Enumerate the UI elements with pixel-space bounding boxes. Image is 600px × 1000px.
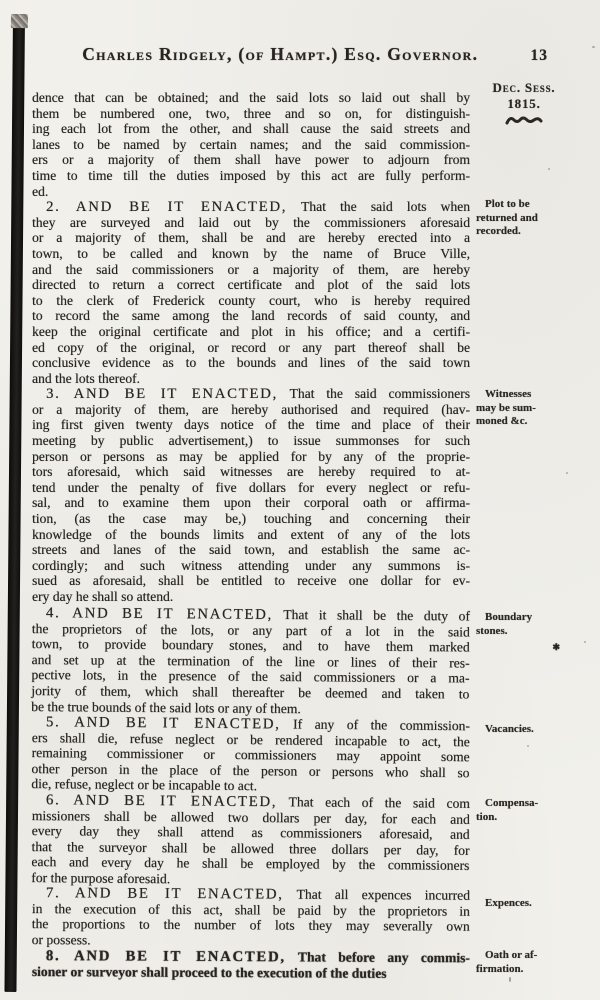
squiggle-ornament-icon	[505, 114, 543, 127]
margin-note-session	[476, 80, 572, 127]
body-line: or a majority of them, are hereby authorised and required (hav-	[32, 401, 470, 417]
body-line: streets and lanes of the said town, and establish the same ac-	[32, 542, 470, 558]
body-line: 6. AND BE IT ENACTED, That each of the said com	[45, 791, 470, 811]
scan-border-bar	[4, 14, 25, 992]
body-paragraph	[32, 90, 470, 199]
body-paragraph	[32, 885, 470, 950]
body-line: die, refuse, neglect or be incapable to act.	[31, 776, 258, 794]
margin-note-line: returned and	[476, 211, 538, 224]
body-line: sioner or surveyor shall proceed to the execution of the duties	[31, 963, 387, 981]
body-line: the proprietors of the lots, or any part of a lot in the said	[31, 620, 470, 639]
body-line: to the clerk of Frederick county court, who is hereby required	[32, 292, 470, 308]
body-paragraph	[32, 199, 470, 386]
body-line: that the surveyor shall be allowed three dollars per day, for	[31, 838, 470, 858]
body-line: missioners shall be allowed two dollars per day, for each and	[31, 807, 470, 827]
body-line: cordingly; and such witness attending under any summons is-	[32, 557, 470, 573]
page-number: 13	[530, 47, 548, 64]
margin-note-line: recorded.	[476, 225, 521, 237]
margin-note-line: 1815.	[507, 96, 541, 111]
body-line: and the lots thereof.	[32, 370, 140, 386]
body-line: sued as aforesaid, shall be entitled to receive one dollar for ev-	[32, 573, 470, 589]
body-paragraph	[31, 792, 470, 889]
scan-border-cap	[11, 14, 28, 28]
body-line: 8. AND BE IT ENACTED, That before any commis-	[45, 947, 470, 965]
margin-note-line: Dec. Sess.	[492, 80, 556, 95]
body-line: time to time till the duties imposed by this act are fully perform-	[32, 167, 470, 183]
body-line: 5. AND BE IT ENACTED, If any of the commission-	[45, 713, 470, 733]
body-line: they are surveyed and laid out by the commissioners aforesaid	[32, 214, 470, 230]
body-text	[32, 90, 470, 979]
scan-speck	[592, 46, 595, 48]
body-line: meeting by public advertisement,) to issue summonses for such	[32, 433, 470, 449]
body-line: sal, and to examine them upon their corporal oath or affirma-	[32, 495, 470, 511]
body-line: ery day he shall so attend.	[32, 589, 174, 604]
body-line: tion, (as the case may be,) touching and concerning their	[32, 511, 470, 527]
body-line: ing each lot from the other, and shall cause the said streets and	[32, 121, 470, 137]
body-line: remaining commissioner or commissioners may appoint some	[31, 744, 470, 765]
body-line: knowledge of the bounds limits and extent of any of the lots	[32, 526, 470, 542]
scan-speck	[584, 641, 586, 643]
body-line: in the execution of this act, shall be paid by the proprietors in	[31, 900, 470, 919]
body-line: ers or a majority of them shall have power to adjourn from	[32, 152, 470, 168]
margin-note-vacancies	[476, 723, 572, 737]
page-header	[36, 44, 568, 65]
body-line: other person in the place of the person or persons who shall so	[31, 760, 470, 780]
enacting-clause: 2. AND BE IT ENACTED,	[46, 199, 288, 216]
body-line: 2. AND BE IT ENACTED, That the said lots when	[46, 199, 471, 216]
body-line: person or persons as may be applied for by any of the proprie-	[32, 448, 470, 464]
body-line: directed to return a correct certificate and plot of the said lots	[32, 277, 470, 293]
margin-note-oath	[476, 949, 572, 976]
body-line: keep the original certificate and plot in his office; and a certifi-	[32, 323, 470, 339]
asterisk-ornament-icon: ✱	[552, 642, 560, 652]
enacting-clause: 4. AND BE IT ENACTED,	[45, 604, 273, 623]
margin-note-line: firmation.	[476, 962, 524, 975]
margin-note-line: Witnesses	[485, 388, 532, 400]
margin-note-line: Vacancies.	[485, 723, 534, 735]
body-paragraph	[31, 714, 470, 796]
body-line: tend under the penalty of five dollars for every neglect or refu-	[32, 479, 470, 495]
margin-note-plot	[476, 198, 572, 239]
body-line: and set up at the termination of the line or lines of their res-	[31, 651, 470, 670]
body-line: 7. AND BE IT ENACTED, That all expences incurred	[45, 885, 471, 903]
margin-note-expences	[476, 897, 572, 911]
body-line: lanes to be named by certain names; and the said commission-	[32, 136, 470, 152]
body-line: the proportions to the number of lots they may severally own	[31, 916, 470, 935]
body-line: or a majority of them, shall be and are hereby erected into a	[32, 230, 470, 246]
running-title: Charles Ridgely, (of Hampt.) Esq. Governor.	[82, 44, 479, 64]
margin-note-line: moned &c.	[476, 415, 528, 427]
body-line: dence that can be obtained; and the said lots so laid out shall by	[32, 90, 470, 105]
body-line: 3. AND BE IT ENACTED, That the said commissioners	[46, 386, 470, 403]
margin-note-witnesses	[476, 388, 572, 429]
scan-speck	[509, 977, 511, 982]
body-line: them be numbered one, two, three and so on, for distinguish-	[32, 105, 470, 121]
body-line: ed.	[32, 183, 49, 199]
body-paragraph	[32, 386, 470, 604]
margin-note-line: may be sum-	[476, 401, 536, 414]
body-line: ers shall die, refuse neglect or be rendered incapable to act, the	[31, 729, 470, 749]
enacting-clause: 8. AND BE IT ENACTED,	[45, 947, 286, 965]
enacting-clause: 5. AND BE IT ENACTED,	[45, 713, 281, 733]
body-line: and the said commissioners or a majority of them, are hereby	[32, 261, 470, 277]
margin-note-line: Boundary	[485, 611, 533, 623]
enacting-clause: 7. AND BE IT ENACTED,	[45, 885, 284, 903]
scan-speck	[548, 168, 550, 170]
body-line: ing first given twenty days notice of the time and place of their	[32, 417, 470, 433]
scan-speck	[566, 472, 568, 474]
body-line: 4. AND BE IT ENACTED, That it shall be the duty of	[45, 604, 470, 624]
margin-note-line: Compensa-	[485, 797, 539, 809]
body-line: conclusive evidence as to the bounds and lines of the said town	[32, 355, 470, 371]
margin-note-line: Oath or af-	[485, 949, 538, 961]
body-line: for the purpose aforesaid.	[31, 869, 171, 886]
margin-note-line: tion.	[476, 810, 498, 823]
body-paragraph	[32, 948, 470, 981]
body-line: pective lots, in the presence of the said commissioners or a ma-	[31, 666, 470, 686]
body-line: ed copy of the original, or record or any part thereof shall be	[32, 339, 470, 355]
body-line: tors aforesaid, which said witnesses are hereby required to at-	[32, 464, 470, 480]
margin-note-line: stones.	[476, 624, 508, 637]
body-line: to record the same among the land records of said county, and	[32, 308, 470, 324]
body-line: each and every day he shall be employed by the commissioners	[31, 854, 470, 873]
margin-note-boundary	[476, 611, 572, 655]
enacting-clause: 3. AND BE IT ENACTED,	[46, 386, 278, 403]
body-line: town, to be called and known by the name of Bruce Ville,	[32, 245, 470, 261]
body-line: town, to provide boundary stones, and to have them marked	[31, 635, 470, 655]
body-paragraph	[31, 605, 470, 718]
scan-speck	[527, 745, 529, 747]
enacting-clause: 6. AND BE IT ENACTED,	[45, 791, 278, 810]
margin-note-compensation	[476, 797, 572, 824]
body-line: or possess.	[31, 932, 91, 948]
body-line: every day they shall attend as commissioners aforesaid, and	[31, 822, 470, 842]
margin-note-line: Expences.	[485, 897, 532, 909]
margin-note-line: Plot to be	[485, 198, 530, 210]
body-line: jority of them, which shall thereafter be deemed and taken to	[31, 682, 470, 701]
body-line: be the true bounds of the said lots or any of them.	[31, 698, 301, 716]
